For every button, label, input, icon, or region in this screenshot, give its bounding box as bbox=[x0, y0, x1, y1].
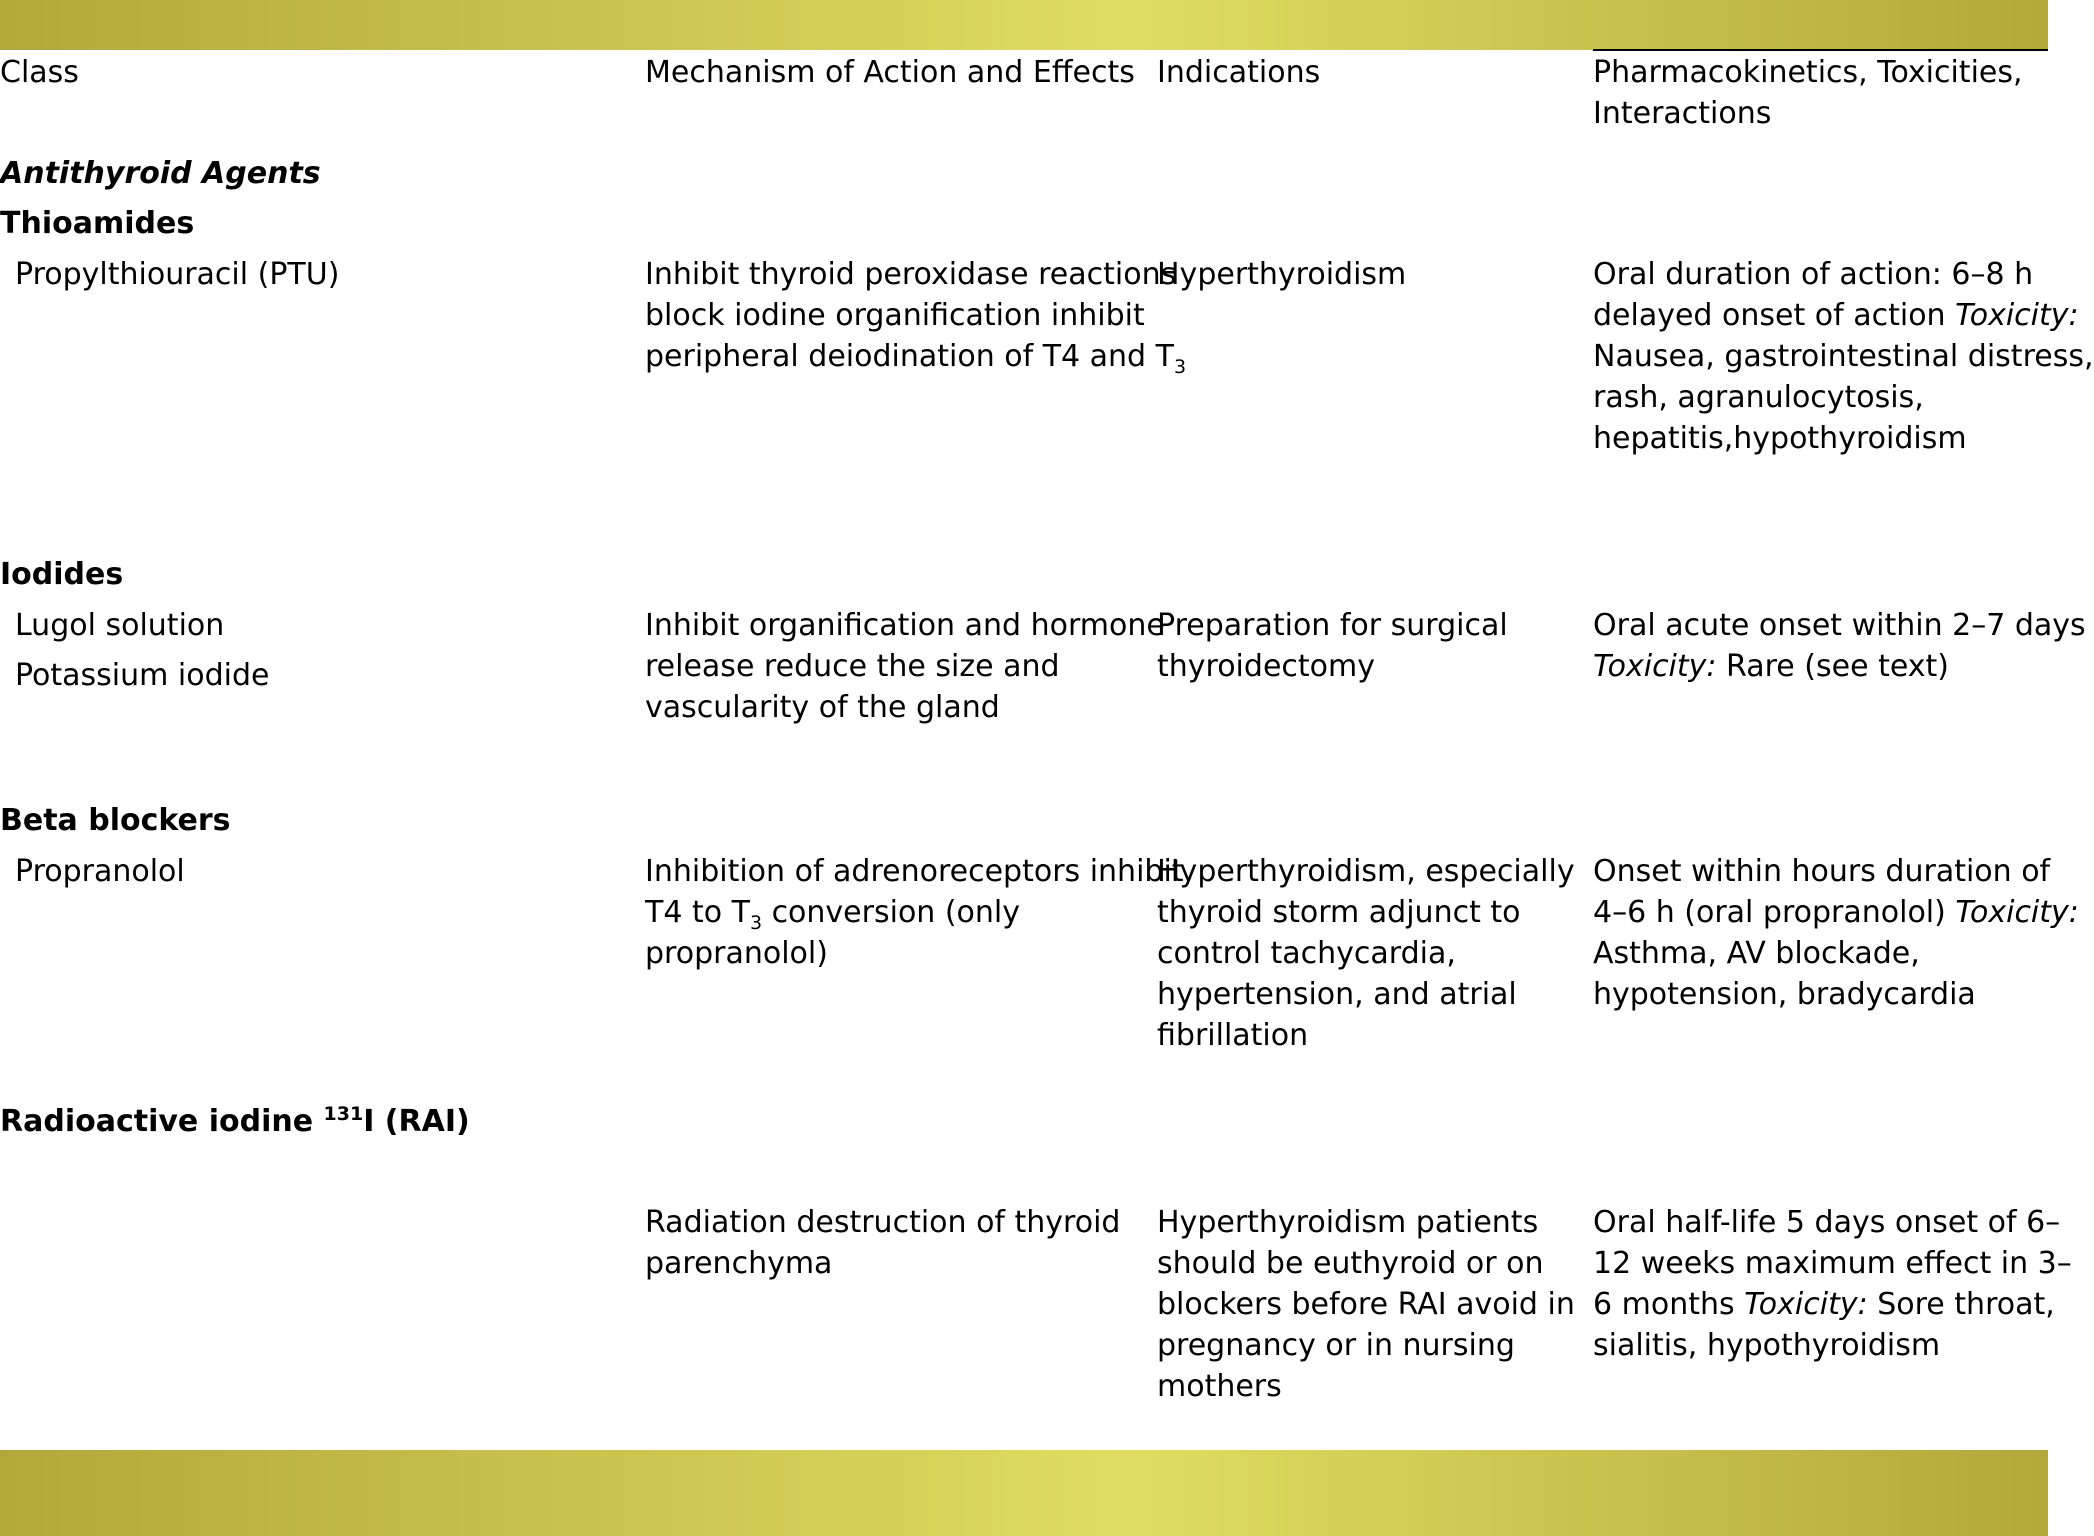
mechanism-line: release reduce the size and bbox=[645, 649, 1060, 684]
pk-line: Onset within hours duration of bbox=[1593, 854, 2051, 889]
subscript: 3 bbox=[749, 912, 763, 934]
pk-line: delayed onset of action Toxicity: bbox=[1593, 298, 2079, 333]
pk-line: sialitis, hypothyroidism bbox=[1593, 1328, 1941, 1363]
mechanism-line: Inhibit organification and hormone bbox=[645, 608, 1165, 643]
toxicity-label: Toxicity: bbox=[1955, 895, 2079, 930]
mechanism-line: block iodine organification inhibit bbox=[645, 298, 1145, 333]
toxicity-label: Toxicity: bbox=[1744, 1287, 1868, 1322]
indication-line: hypertension, and atrial bbox=[1157, 977, 1517, 1012]
indication-line: mothers bbox=[1157, 1369, 1282, 1404]
pk-line: Nausea, gastrointestinal distress, bbox=[1593, 339, 2094, 374]
header-pharmacokinetics-cont: Interactions bbox=[1593, 96, 1772, 131]
pk-line: hypotension, bradycardia bbox=[1593, 977, 1976, 1012]
bottom-decorative-band bbox=[0, 1450, 2048, 1536]
drug-ptu: Propylthiouracil (PTU) bbox=[15, 257, 340, 292]
drug-potassium-iodide: Potassium iodide bbox=[15, 658, 270, 693]
indication-line: Preparation for surgical bbox=[1157, 608, 1508, 643]
pk-line: Toxicity: Rare (see text) bbox=[1593, 649, 1949, 684]
group-thioamides: Thioamides bbox=[0, 206, 195, 241]
drug-lugol: Lugol solution bbox=[15, 608, 225, 643]
mechanism-line: peripheral deiodination of T4 and $T_3$ bbox=[645, 339, 1187, 378]
header-class: Class bbox=[0, 55, 79, 90]
mechanism-line: Inhibit thyroid peroxidase reactions bbox=[645, 257, 1177, 292]
header-indications: Indications bbox=[1157, 55, 1321, 90]
pk-line: 6 months Toxicity: Sore throat, bbox=[1593, 1287, 2055, 1322]
mechanism-line: Inhibition of adrenoreceptors inhibit bbox=[645, 854, 1184, 889]
indication-line: thyroidectomy bbox=[1157, 649, 1375, 684]
header-rule bbox=[1593, 49, 2048, 51]
superscript: 131 bbox=[323, 1103, 364, 1125]
mechanism-line: parenchyma bbox=[645, 1246, 833, 1281]
pk-line: Oral half-life 5 days onset of 6– bbox=[1593, 1205, 2061, 1240]
indication-line: Hyperthyroidism patients bbox=[1157, 1205, 1539, 1240]
pk-line: hepatitis,hypothyroidism bbox=[1593, 421, 1967, 456]
group-beta-blockers: Beta blockers bbox=[0, 803, 231, 838]
pk-line: 12 weeks maximum effect in 3– bbox=[1593, 1246, 2072, 1281]
group-iodides: Iodides bbox=[0, 557, 124, 592]
group-radioactive-iodine: Radioactive iodine $^{131}$I (RAI) bbox=[0, 1103, 470, 1139]
mechanism-line: propranolol) bbox=[645, 936, 828, 971]
top-decorative-band bbox=[0, 0, 2048, 50]
pk-line: 4–6 h (oral propranolol) Toxicity: bbox=[1593, 895, 2079, 930]
indication-line: thyroid storm adjunct to bbox=[1157, 895, 1521, 930]
pk-line: Oral acute onset within 2–7 days bbox=[1593, 608, 2086, 643]
header-pharmacokinetics: Pharmacokinetics, Toxicities, bbox=[1593, 55, 2023, 90]
pk-line: Oral duration of action: 6–8 h bbox=[1593, 257, 2034, 292]
indication-line: blockers before RAI avoid in bbox=[1157, 1287, 1575, 1322]
header-mechanism: Mechanism of Action and Effects bbox=[645, 55, 1135, 90]
pk-line: Asthma, AV blockade, bbox=[1593, 936, 1920, 971]
indication-line: pregnancy or in nursing bbox=[1157, 1328, 1515, 1363]
drug-propranolol: Propranolol bbox=[15, 854, 185, 889]
indication-line: fibrillation bbox=[1157, 1018, 1309, 1053]
indication-line: should be euthyroid or on bbox=[1157, 1246, 1544, 1281]
indication-line: control tachycardia, bbox=[1157, 936, 1456, 971]
toxicity-label: Toxicity: bbox=[1593, 649, 1717, 684]
mechanism-line: vascularity of the gland bbox=[645, 690, 1000, 725]
section-title: Antithyroid Agents bbox=[0, 156, 321, 191]
mechanism-line: T4 to $T_3$ conversion (only bbox=[645, 895, 1021, 934]
indication-line: Hyperthyroidism bbox=[1157, 257, 1407, 292]
indication-line: Hyperthyroidism, especially bbox=[1157, 854, 1575, 889]
subscript: 3 bbox=[1173, 356, 1187, 378]
toxicity-label: Toxicity: bbox=[1955, 298, 2079, 333]
mechanism-line: Radiation destruction of thyroid bbox=[645, 1205, 1121, 1240]
pk-line: rash, agranulocytosis, bbox=[1593, 380, 1924, 415]
